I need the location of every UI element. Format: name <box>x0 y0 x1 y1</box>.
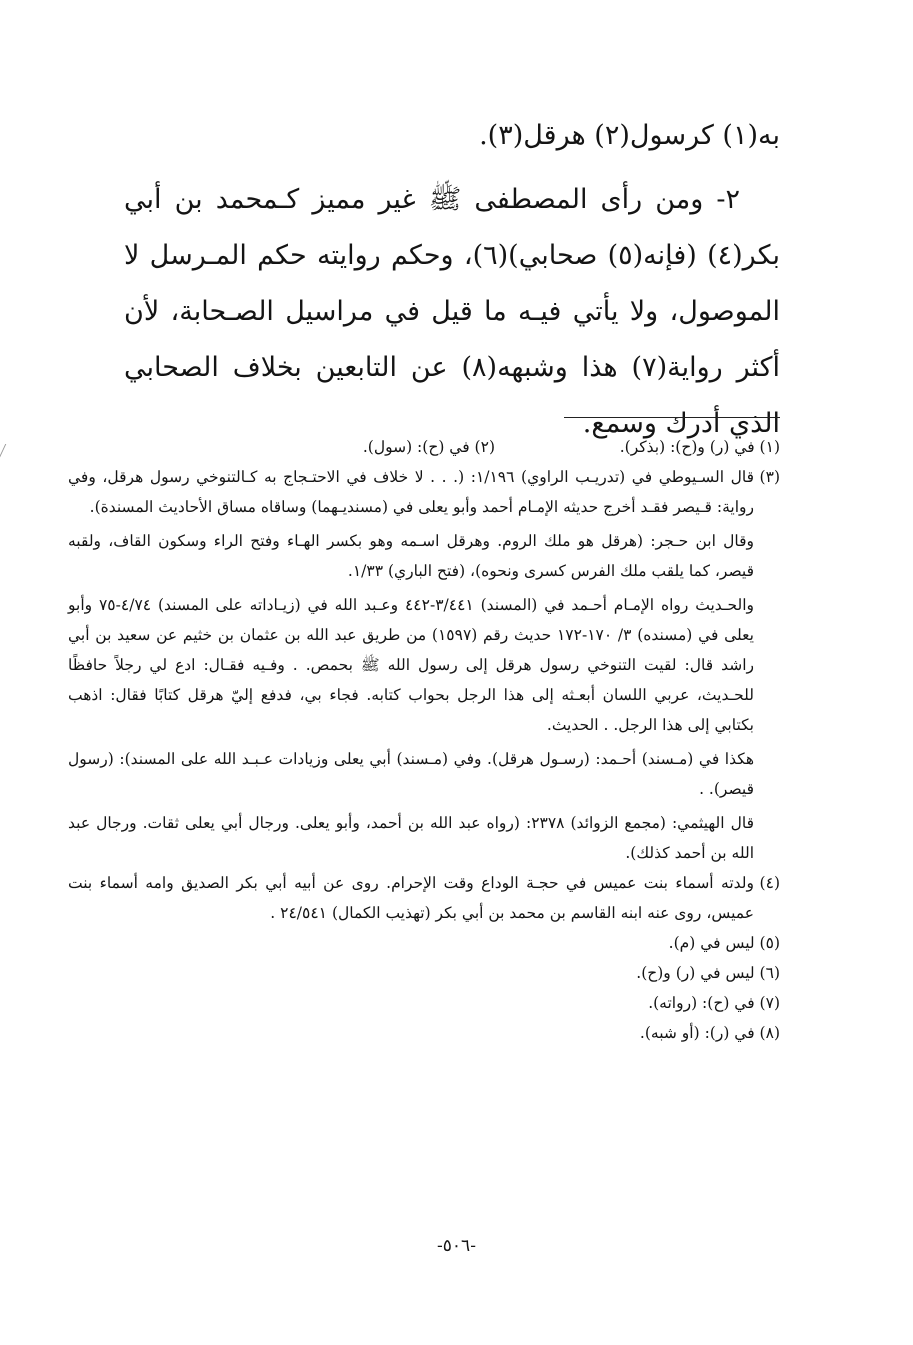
footnote-3-paragraph: قال الهيثمي: (مجمع الزوائد) ٢٣٧٨: (رواه عبد الله بن أحمد، وأبو يعلى. ورجال أبي يعلى ثقات. ورجال عبد الله بن أحمد كذلك). <box>68 814 754 862</box>
footnote-2: (٢) في (ح): (سول). <box>362 438 495 456</box>
footnotes <box>68 432 780 1048</box>
footnote-4-number: (٤) <box>759 874 780 892</box>
footnote-3-paragraph: هكذا في (مـسند) أحـمد: (رسـول هرقل). وفي (مـسند) أبي يعلى وزيادات عـبـد الله على المسند): (رسول قيصر). . <box>68 750 754 798</box>
footnote-1: (١) في (ر) و(ح): (بذكر). <box>619 438 780 456</box>
footnote-3-body <box>68 462 780 868</box>
footnote-4-body: ولدته أسماء بنت عميس في حجـة الوداع وقت الإحرام. روى عن أبيه أبي بكر الصديق وامه أسماء بنت عميس، روى عنه ابنه القاسم بن محمد بن أبي بكر (تهذيب الكمال) ٢٤/٥٤١ . <box>68 874 754 922</box>
footnote-5: (٥) ليس في (م). <box>668 934 780 952</box>
main-line: به(١) كرسول(٢) هرقل(٣). <box>479 120 780 151</box>
footnote-8: (٨) في (ر): (أو شبه). <box>639 1024 780 1042</box>
footnote-3-paragraph: وقال ابن حـجر: (هرقل هو ملك الروم. وهرقل اسـمه وهو بكسر الهـاء وفتح الراء وسكون القاف، ولقبه قيصر، كما يلقب ملك الفرس كسرى ونحوه)، (فتح الباري) ١/٣٣. <box>68 532 754 580</box>
page-number: -٥٠٦- <box>437 1236 476 1256</box>
footnote-separator <box>564 417 780 418</box>
main-text-line-1 <box>124 108 780 164</box>
main-paragraph: ٢- ومن رأى المصطفى ﷺ غير مميز كـمحمد بن أبي بكر(٤) (فإنه(٥) صحابي)(٦)، وحكم روايته حكم المـرسل لا الموصول، ولا يأتي فيـه ما قيل في مراسيل الصـحابة، لأن أكثر رواية(٧) هذا وشبهه(٨) عن التابعين بخلاف الصحابي الذي أدرك وسمع. <box>124 184 781 439</box>
footnote-4 <box>68 868 780 928</box>
footnote-3-paragraph: والحـديث رواه الإمـام أحـمد في (المسند) ٣/٤٤١-٤٤٢ وعـبد الله في (زيـاداته على المسند) ٤/٧٤-٧٥ وأبو يعلى في (مسنده) ٣/ ١٧٠-١٧٢ حديث رقم (١٥٩٧) من طريق عبد الله بن عثمان بن خثيم عن سعيد بن أبي راشد قال: لقيت التنوخي رسول هرقل إلى رسول الله ﷺ بحمص. . وفـيه فقـال: ادع لي رجلاً حافظًا للحـديث، عربي اللسان أبعـثه إلى هذا الرجل بحواب كتابه. فجاء بي، فدفع إليّ هرقل كتابًا فقال: اذهب بكتابي إلى هذا الرجل. . الحديث. <box>68 596 754 734</box>
footnote-7: (٧) في (ح): (رواته). <box>648 994 780 1012</box>
scan-edge-mark <box>0 444 14 458</box>
footnote-3-number: (٣) <box>759 468 780 486</box>
footnote-3 <box>68 462 780 868</box>
main-text-paragraph-2 <box>124 172 780 452</box>
footnote-6: (٦) ليس في (ر) و(ح). <box>636 964 780 982</box>
footnotes-1-2 <box>68 432 780 462</box>
footnote-3-paragraph: قال السـيوطي في (تدريـب الراوي) ١/١٩٦: (. . . لا خلاف في الاحتـجاج به كـالتنوخي رسول هرقل، وفي رواية: قـيصر فقـد أخرج حديثه الإمـام أحمد وأبو يعلى في (مسنديـهما) وساقاه مساق الأحاديث المسندة). <box>68 468 754 516</box>
